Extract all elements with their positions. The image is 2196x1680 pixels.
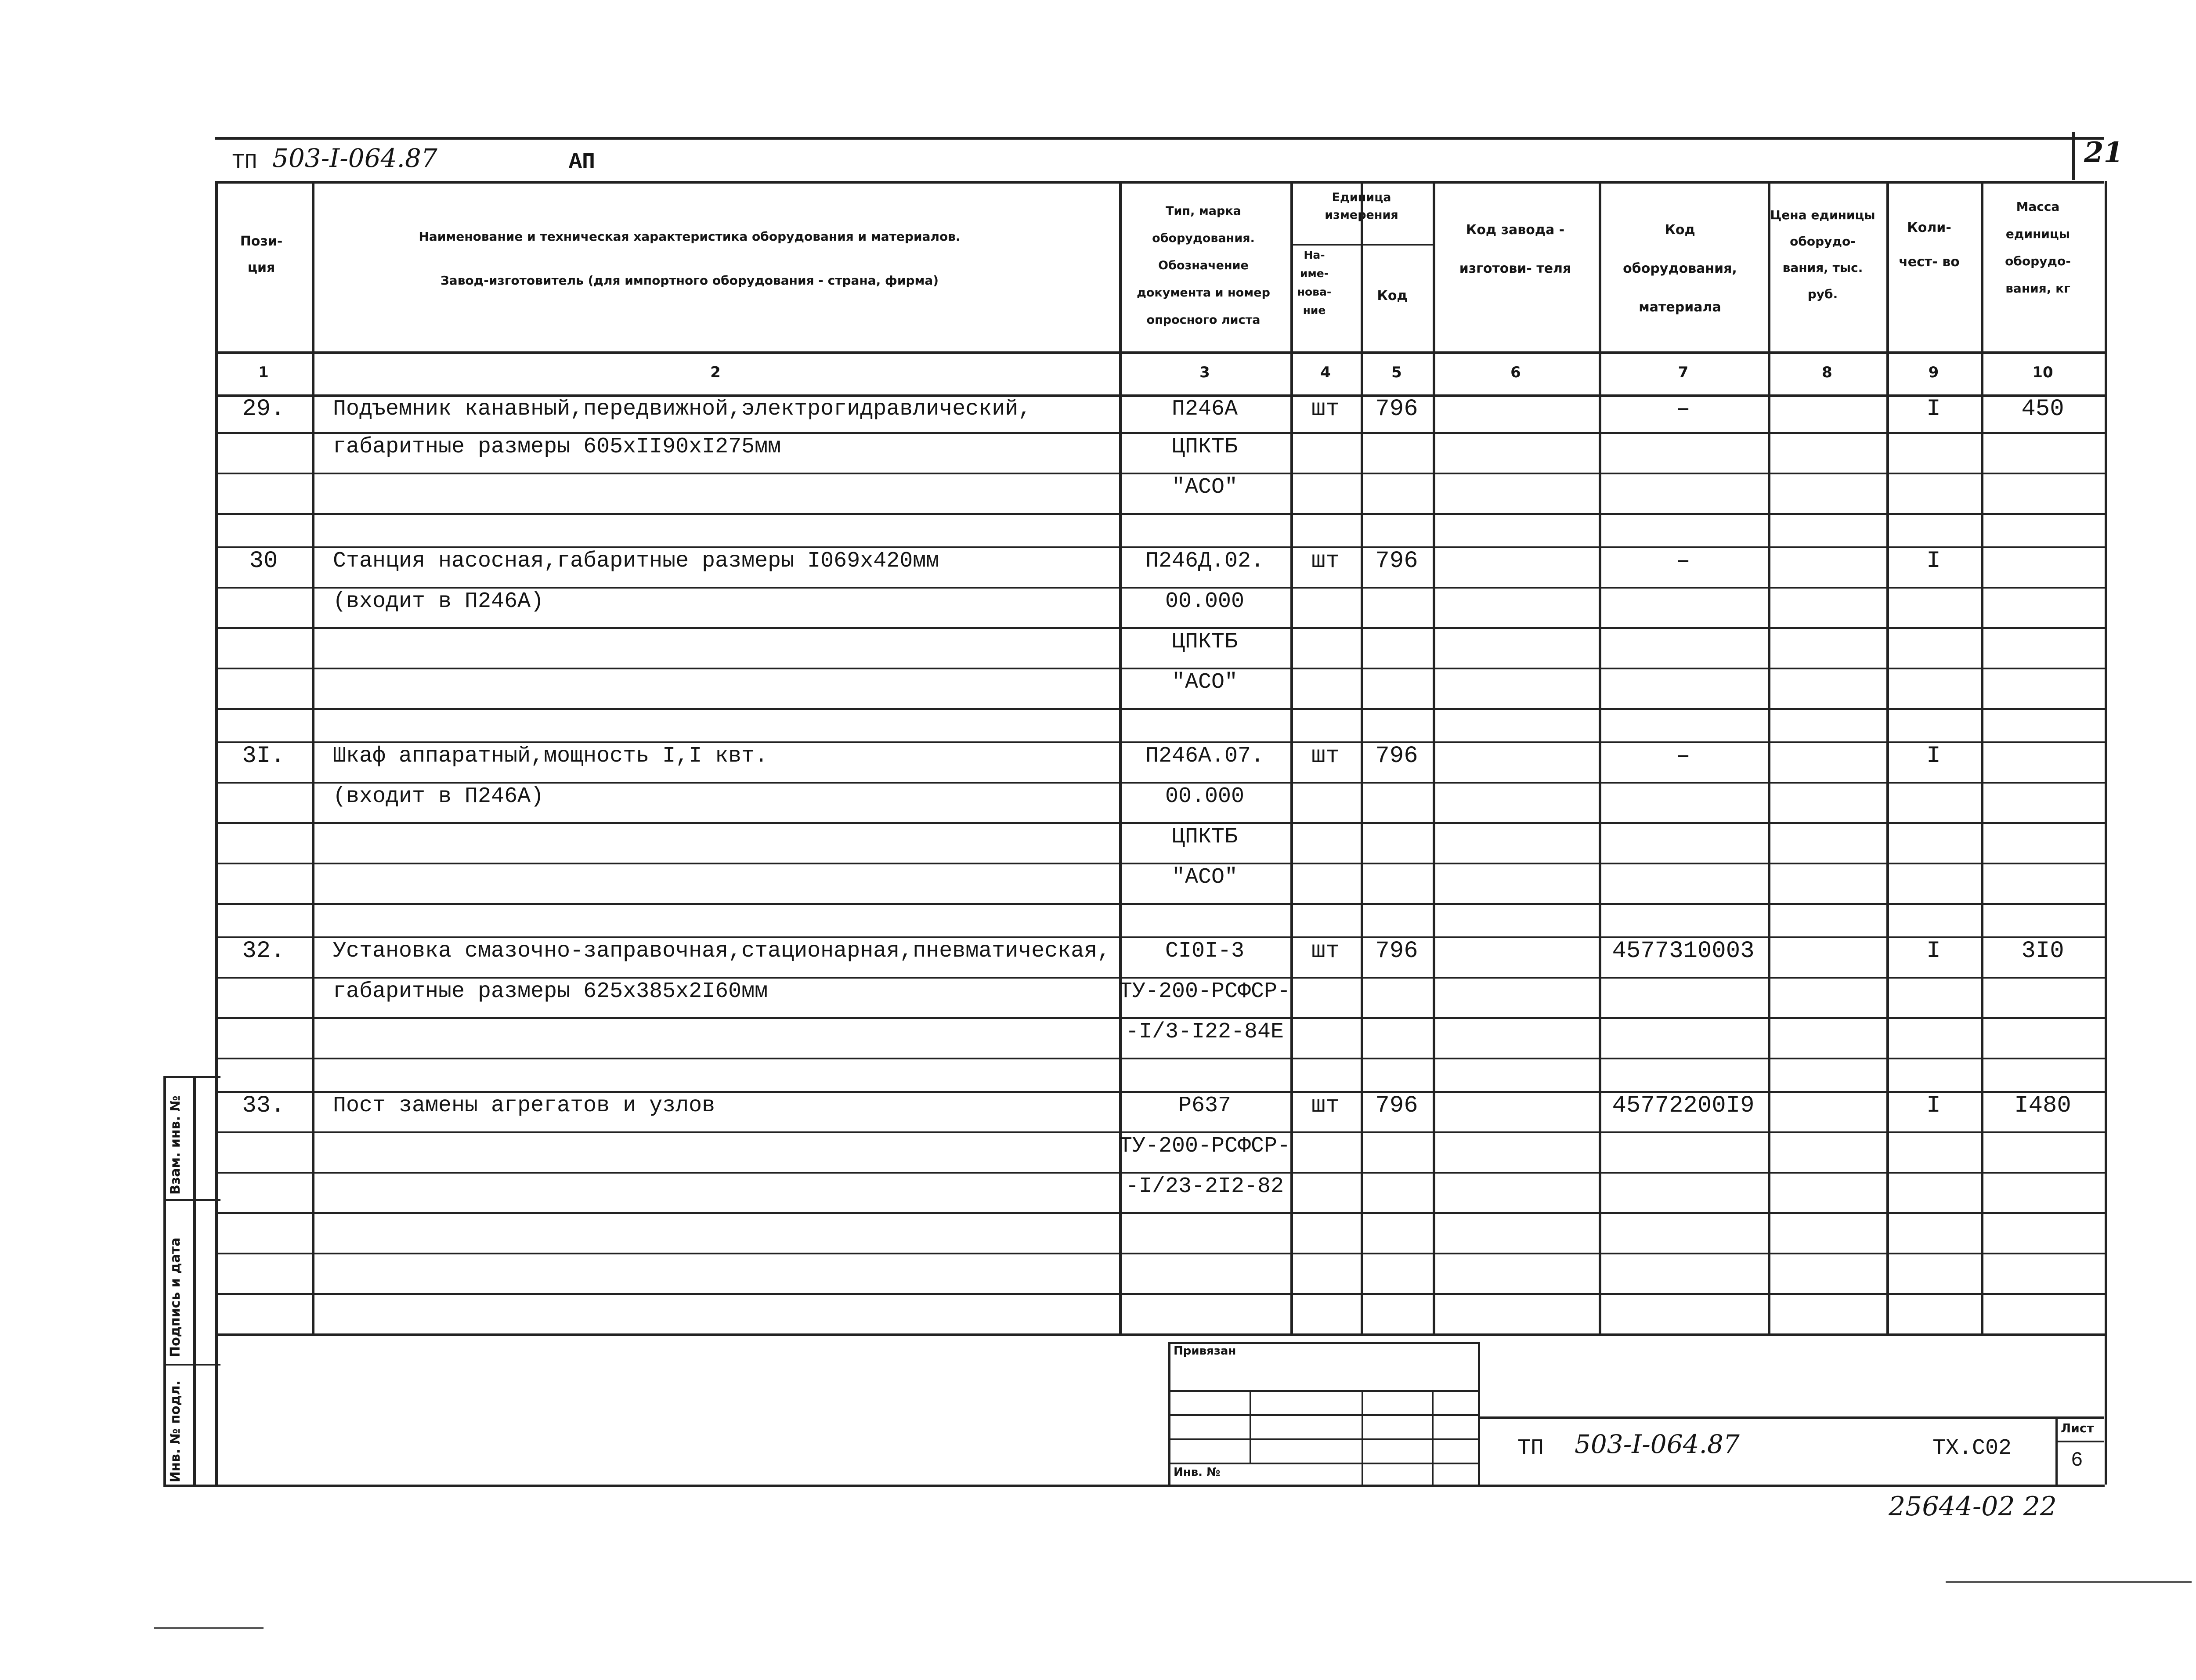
unit-cell: шт xyxy=(1311,396,1340,423)
name-cell: (входит в П246А) xyxy=(333,589,544,614)
header-name-line2: Завод-изготовитель (для импортного оборудования - страна, фирма) xyxy=(440,273,939,288)
row-line xyxy=(215,708,2105,710)
unit-cell: шт xyxy=(1311,938,1340,965)
title-code-prefix: ТП xyxy=(1517,1436,1544,1461)
frame-right-lower-line xyxy=(2105,1333,2107,1485)
column-number: 7 xyxy=(1678,364,1689,381)
quantity-cell: I xyxy=(1926,396,1941,423)
material-code-cell: – xyxy=(1676,743,1690,770)
type-cell: 00.000 xyxy=(1165,589,1245,614)
frame-top-line xyxy=(215,137,2104,140)
row-line xyxy=(215,1058,2105,1059)
material-code-cell: – xyxy=(1676,396,1690,423)
column-number: 2 xyxy=(710,364,721,381)
scan-line-bottom-left xyxy=(154,1627,264,1629)
type-cell: ТУ-200-РСФСР- xyxy=(1119,979,1291,1004)
column-number: 6 xyxy=(1510,364,1521,381)
header-unit-code: Код xyxy=(1377,288,1408,303)
row-line xyxy=(215,1253,2105,1254)
header-material-code: Код оборудования, материала xyxy=(1623,222,1737,315)
position-cell: 30 xyxy=(249,548,278,574)
column-line xyxy=(2105,181,2107,1333)
title-privyazan: Привязан xyxy=(1174,1344,1236,1358)
quantity-cell: I xyxy=(1926,938,1941,965)
header-name-line1: Наименование и техническая характеристика оборудования и материалов. xyxy=(419,229,961,244)
type-cell: П246Д.02. xyxy=(1145,549,1264,574)
mass-cell: I480 xyxy=(2014,1092,2071,1119)
mass-cell: 450 xyxy=(2021,396,2064,423)
side-strip-mid xyxy=(193,1076,196,1485)
material-code-cell: 45772200I9 xyxy=(1612,1092,1755,1119)
unit-code-cell: 796 xyxy=(1375,938,1418,965)
mass-cell: 3I0 xyxy=(2021,938,2064,965)
name-cell: (входит в П246А) xyxy=(333,784,544,809)
frame-bottom-line xyxy=(163,1485,2105,1487)
column-number: 5 xyxy=(1391,364,1402,381)
sheet-mark: 21 xyxy=(2084,136,2124,169)
type-cell: "АСО" xyxy=(1171,865,1238,890)
name-cell: Установка смазочно-заправочная,стационарная,пневматическая, xyxy=(333,939,1111,964)
type-cell: ЦПКТБ xyxy=(1171,824,1238,849)
unit-subheader-line xyxy=(1290,244,1433,246)
title-col3 xyxy=(1432,1390,1434,1485)
side-strip-left xyxy=(163,1076,166,1485)
table-bottom-line xyxy=(215,1333,2105,1336)
bottom-stamp: 25644-02 22 xyxy=(1889,1491,2057,1522)
frame-right-line xyxy=(2072,132,2075,180)
quantity-cell: I xyxy=(1926,548,1941,574)
unit-code-cell: 796 xyxy=(1375,1092,1418,1119)
type-cell: ТУ-200-РСФСР- xyxy=(1119,1134,1291,1159)
doc-code-prefix: ТП xyxy=(232,151,257,174)
quantity-cell: I xyxy=(1926,1092,1941,1119)
type-cell: "АСО" xyxy=(1171,475,1238,500)
header-unit-name: На- име- нова- ние xyxy=(1297,249,1332,317)
type-cell: П246А.07. xyxy=(1145,744,1264,769)
doc-code-number: 503-I-064.87 xyxy=(272,143,437,173)
type-cell: "АСО" xyxy=(1171,670,1238,695)
side-strip-div2 xyxy=(163,1364,220,1366)
header-price: Цена единицы оборудо- вания, тыс. руб. xyxy=(1770,208,1875,301)
name-cell: Шкаф аппаратный,мощность I,I квт. xyxy=(333,744,768,769)
position-cell: 32. xyxy=(242,938,285,965)
title-col1 xyxy=(1250,1390,1251,1463)
column-number: 4 xyxy=(1320,364,1331,381)
type-cell: -I/3-I22-84Е xyxy=(1125,1019,1284,1044)
title-sheet-div xyxy=(2055,1441,2104,1442)
frame-left-line xyxy=(215,1333,218,1485)
row-line xyxy=(215,1212,2105,1214)
material-code-cell: 4577310003 xyxy=(1612,938,1755,965)
unit-code-cell: 796 xyxy=(1375,396,1418,423)
row-line xyxy=(215,513,2105,515)
side-strip-div1 xyxy=(163,1199,220,1201)
name-cell: Пост замены агрегатов и узлов xyxy=(333,1093,715,1118)
name-cell: габаритные размеры 605хII90хI275мм xyxy=(333,434,781,459)
position-cell: 33. xyxy=(242,1092,285,1119)
position-cell: 3I. xyxy=(242,743,285,770)
header-quantity: Коли- чест- во xyxy=(1899,220,1960,270)
header-mass: Масса единицы оборудо- вания, кг xyxy=(2005,199,2071,296)
column-number: 1 xyxy=(258,364,269,381)
unit-cell: шт xyxy=(1311,548,1340,574)
title-inv-no: Инв. № xyxy=(1174,1466,1221,1479)
type-cell: CI0I-3 xyxy=(1165,939,1245,964)
doc-code-suffix: АП xyxy=(569,150,596,175)
material-code-cell: – xyxy=(1676,548,1690,574)
unit-cell: шт xyxy=(1311,743,1340,770)
type-cell: П246А xyxy=(1171,397,1238,422)
type-cell: ЦПКТБ xyxy=(1171,434,1238,459)
side-label-podpis: Подпись и дата xyxy=(168,1237,183,1357)
header-bottom-line xyxy=(215,351,2105,354)
type-cell: ЦПКТБ xyxy=(1171,629,1238,654)
title-code-number: 503-I-064.87 xyxy=(1575,1429,1740,1459)
column-number: 3 xyxy=(1199,364,1210,381)
title-main-top xyxy=(1480,1416,2104,1419)
title-doc-mark: ТХ.С02 xyxy=(1932,1436,2012,1461)
side-strip-top xyxy=(163,1076,220,1078)
row-line xyxy=(215,1293,2105,1295)
type-cell: 00.000 xyxy=(1165,784,1245,809)
column-number: 8 xyxy=(1822,364,1832,381)
row-line xyxy=(215,903,2105,905)
type-cell: Р637 xyxy=(1178,1093,1232,1118)
column-number: 9 xyxy=(1928,364,1939,381)
title-sheet-number: 6 xyxy=(2071,1449,2083,1472)
header-position: Пози- ция xyxy=(240,234,283,275)
side-label-vzam: Взам. инв. № xyxy=(168,1095,183,1195)
name-cell: Станция насосная,габаритные размеры I069х420мм xyxy=(333,549,939,574)
header-factory-code: Код завода - изготови- теля xyxy=(1459,222,1571,276)
title-sheet-label: Лист xyxy=(2061,1421,2094,1435)
header-unit: Единица измерения xyxy=(1325,191,1398,222)
unit-code-cell: 796 xyxy=(1375,548,1418,574)
name-cell: габаритные размеры 625х385х2I60мм xyxy=(333,979,768,1004)
scan-line-bottom-right xyxy=(1946,1581,2192,1583)
quantity-cell: I xyxy=(1926,743,1941,770)
unit-code-cell: 796 xyxy=(1375,743,1418,770)
title-col2 xyxy=(1362,1390,1363,1485)
position-cell: 29. xyxy=(242,396,285,423)
header-type: Тип, марка оборудования. Обозначение документа и номер опросного листа xyxy=(1137,204,1270,327)
type-cell: -I/23-2I2-82 xyxy=(1125,1174,1284,1199)
column-number: 10 xyxy=(2032,364,2053,381)
name-cell: Подъемник канавный,передвижной,электрогидравлический, xyxy=(333,397,1032,422)
unit-cell: шт xyxy=(1311,1092,1340,1119)
side-label-inv-pod: Инв. № подл. xyxy=(168,1380,183,1482)
table-top-line xyxy=(215,181,2104,184)
